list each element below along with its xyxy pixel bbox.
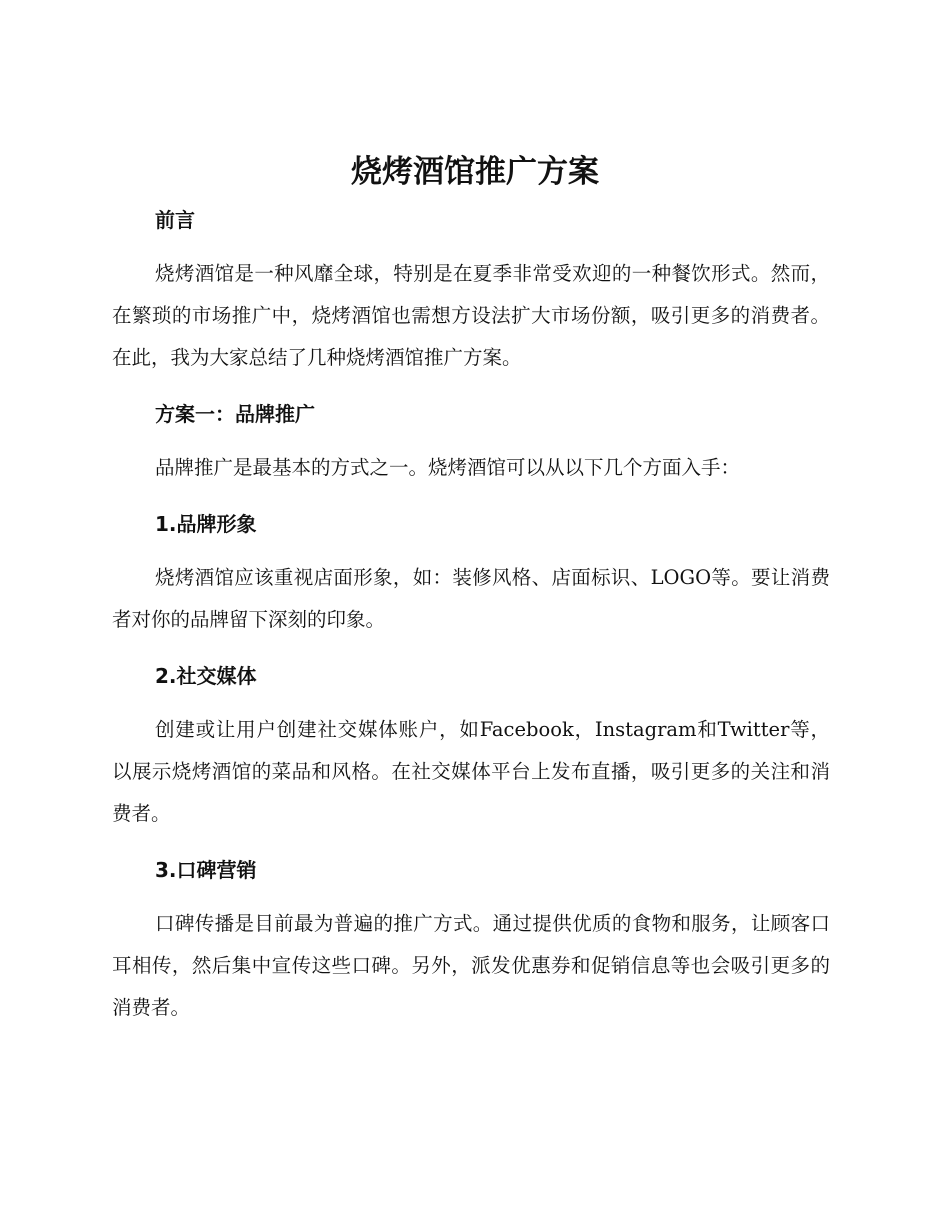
paragraph-word-of-mouth: 口碑传播是目前最为普遍的推广方式。通过提供优质的食物和服务，让顾客口耳相传，然后集中宣传这些口碑。另外，派发优惠券和促销信息等也会吸引更多的消费者。 — [112, 912, 830, 1019]
section-heading-word-of-mouth: 3.口碑营销 — [155, 858, 257, 882]
paragraph-plan-one-intro: 品牌推广是最基本的方式之一。烧烤酒馆可以从以下几个方面入手： — [155, 456, 741, 479]
section-heading-brand-image: 1.品牌形象 — [155, 512, 257, 536]
section-heading-social-media: 2.社交媒体 — [155, 664, 257, 688]
paragraph-preface: 烧烤酒馆是一种风靡全球，特别是在夏季非常受欢迎的一种餐饮形式。然而，在繁琐的市场推广中，烧烤酒馆也需想方设法扩大市场份额，吸引更多的消费者。在此，我为大家总结了几种烧烤酒馆推广方案。 — [112, 262, 830, 369]
section-heading-plan-one: 方案一：品牌推广 — [155, 402, 315, 426]
section-heading-preface: 前言 — [155, 208, 195, 232]
document-title: 烧烤酒馆推广方案 — [351, 154, 599, 190]
paragraph-brand-image: 烧烤酒馆应该重视店面形象，如：装修风格、店面标识、LOGO等。要让消费者对你的品牌留下深刻的印象。 — [112, 566, 830, 631]
paragraph-social-media: 创建或让用户创建社交媒体账户，如Facebook，Instagram和Twitter等，以展示烧烤酒馆的菜品和风格。在社交媒体平台上发布直播，吸引更多的关注和消费者。 — [112, 718, 830, 825]
